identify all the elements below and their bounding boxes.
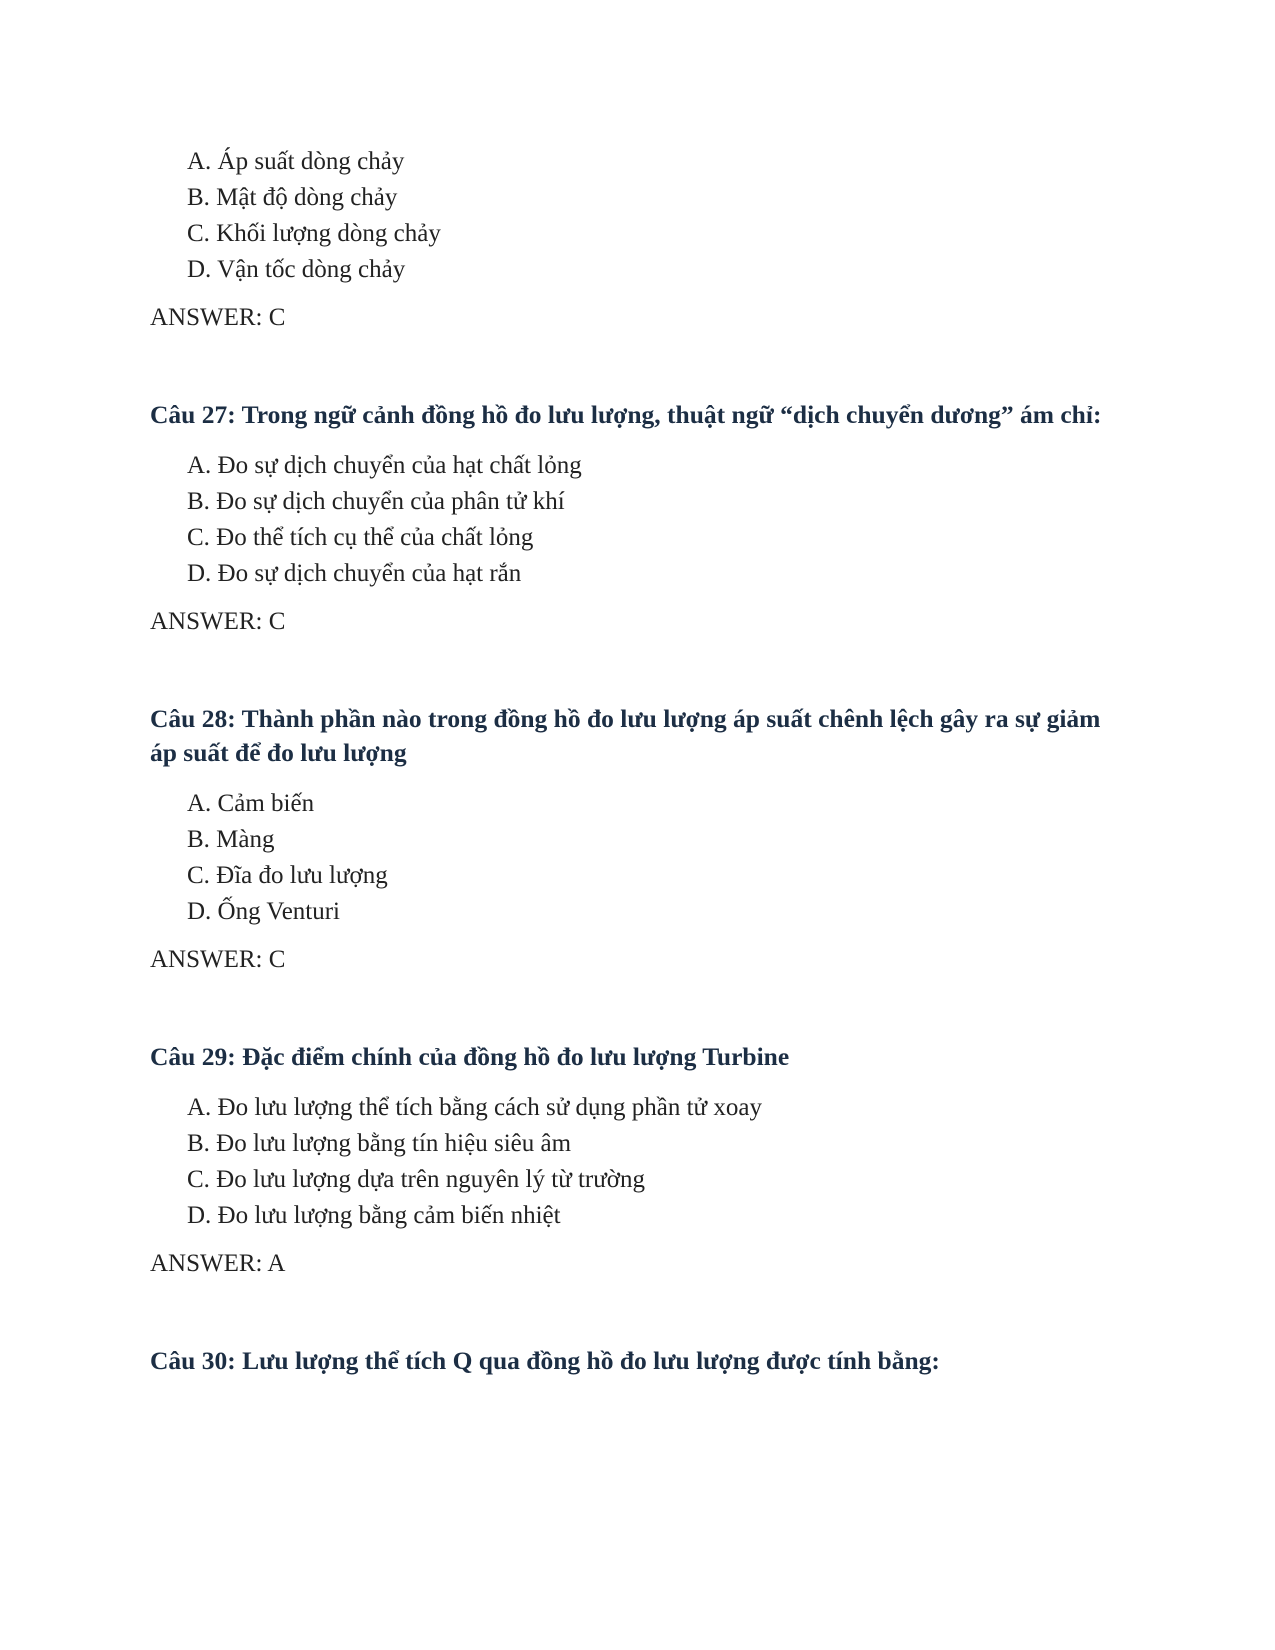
option-c: C. Đo lưu lượng dựa trên nguyên lý từ trường <box>187 1166 646 1193</box>
answer: ANSWER: A <box>150 1250 286 1277</box>
question-27-block <box>150 398 1125 640</box>
option-d: D. Ống Venturi <box>187 898 341 925</box>
options-list <box>150 786 1125 930</box>
options-list <box>150 144 1125 288</box>
document-page <box>150 144 1125 1394</box>
option-c: C. Đo thể tích cụ thể của chất lỏng <box>187 524 534 551</box>
question-26-block <box>150 144 1125 336</box>
option-b: B. Đo lưu lượng bằng tín hiệu siêu âm <box>187 1130 572 1157</box>
question-heading: Câu 30: Lưu lượng thể tích Q qua đồng hồ đo lưu lượng được tính bằng: <box>150 1346 940 1375</box>
question-30-block <box>150 1344 1125 1378</box>
option-b: B. Màng <box>187 826 275 853</box>
question-heading: Câu 27: Trong ngữ cảnh đồng hồ đo lưu lượng, thuật ngữ “dịch chuyển dương” ám chỉ: <box>150 400 1102 429</box>
options-list <box>150 448 1125 592</box>
option-a: A. Áp suất dòng chảy <box>187 148 405 175</box>
option-b: B. Đo sự dịch chuyển của phân tử khí <box>187 488 565 515</box>
option-c: C. Đĩa đo lưu lượng <box>187 862 388 889</box>
answer: ANSWER: C <box>150 608 286 635</box>
answer: ANSWER: C <box>150 946 286 973</box>
option-a: A. Đo sự dịch chuyển của hạt chất lỏng <box>187 452 582 479</box>
option-c: C. Khối lượng dòng chảy <box>187 220 441 247</box>
question-heading: Câu 29: Đặc điểm chính của đồng hồ đo lưu lượng Turbine <box>150 1042 790 1071</box>
option-d: D. Đo lưu lượng bằng cảm biến nhiệt <box>187 1202 561 1229</box>
question-28-block <box>150 702 1125 978</box>
option-d: D. Vận tốc dòng chảy <box>187 256 406 283</box>
question-29-block <box>150 1040 1125 1282</box>
option-b: B. Mật độ dòng chảy <box>187 184 398 211</box>
option-a: A. Đo lưu lượng thể tích bằng cách sử dụng phần tử xoay <box>187 1094 762 1121</box>
answer: ANSWER: C <box>150 304 286 331</box>
question-heading: Câu 28: Thành phần nào trong đồng hồ đo lưu lượng áp suất chênh lệch gây ra sự giảm áp suất để đo lưu lượng <box>150 704 1101 767</box>
option-d: D. Đo sự dịch chuyển của hạt rắn <box>187 560 522 587</box>
option-a: A. Cảm biến <box>187 790 315 817</box>
options-list <box>150 1090 1125 1234</box>
